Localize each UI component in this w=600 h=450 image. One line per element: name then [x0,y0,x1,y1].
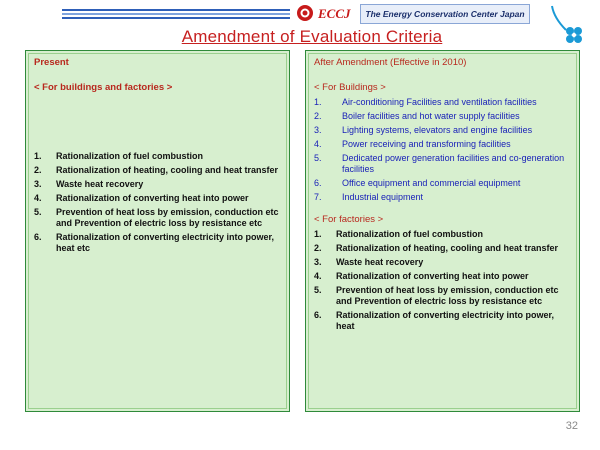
list-item: 3. Waste heat recovery [34,179,144,189]
factories-items-list [314,229,571,332]
organization-name: The Energy Conservation Center Japan [365,9,525,19]
list-item: 6. Rationalization of converting electricity into power, heat etc [34,232,275,253]
after-amendment-panel [305,50,580,412]
slide-title: Amendment of Evaluation Criteria [181,27,443,46]
list-item: 7. Industrial equipment [314,192,424,202]
list-item: 3. Lighting systems, elevators and engine facilities [314,125,533,135]
list-item: 4. Rationalization of converting heat into power [314,271,529,281]
list-item: 2. Rationalization of heating, cooling and heat transfer [34,165,279,175]
list-item: 1. Air-conditioning Facilities and ventilation facilities [314,97,537,107]
buildings-factories-label: < For buildings and factories > [34,82,173,93]
list-item: 4. Rationalization of converting heat into power [34,193,249,203]
after-amendment-heading: After Amendment (Effective in 2010) [314,57,467,68]
buildings-label: < For Buildings > [314,82,386,93]
list-item: 3. Waste heat recovery [314,257,424,267]
list-item: 6. Rationalization of converting electricity into power, heat [314,310,555,331]
list-item: 4. Power receiving and transforming facilities [314,139,511,149]
page-number: 32 [565,420,578,432]
logo-text: ECCJ [318,6,351,21]
list-item: 2. Boiler facilities and hot water supply facilities [314,111,520,121]
list-item: 5. Dedicated power generation facilities and co-generation facilities [314,153,565,174]
present-items-list [34,151,281,254]
present-heading: Present [34,57,69,68]
factories-label: < For factories > [314,214,384,225]
list-item: 5. Prevention of heat loss by emission, conduction etc and Prevention of electric loss by resistance etc [34,207,279,228]
list-item: 6. Office equipment and commercial equipment [314,178,521,188]
header-decorative-lines [62,9,290,21]
list-item: 1. Rationalization of fuel combustion [34,151,203,161]
eccj-logo-icon [296,4,314,22]
organization-name-box [360,4,530,24]
buildings-items-list [314,97,571,203]
list-item: 1. Rationalization of fuel combustion [314,229,483,239]
list-item: 5. Prevention of heat loss by emission, conduction etc and Prevention of electric loss by resistance etc [314,285,559,306]
present-criteria-panel [25,50,290,412]
list-item: 2. Rationalization of heating, cooling and heat transfer [314,243,559,253]
